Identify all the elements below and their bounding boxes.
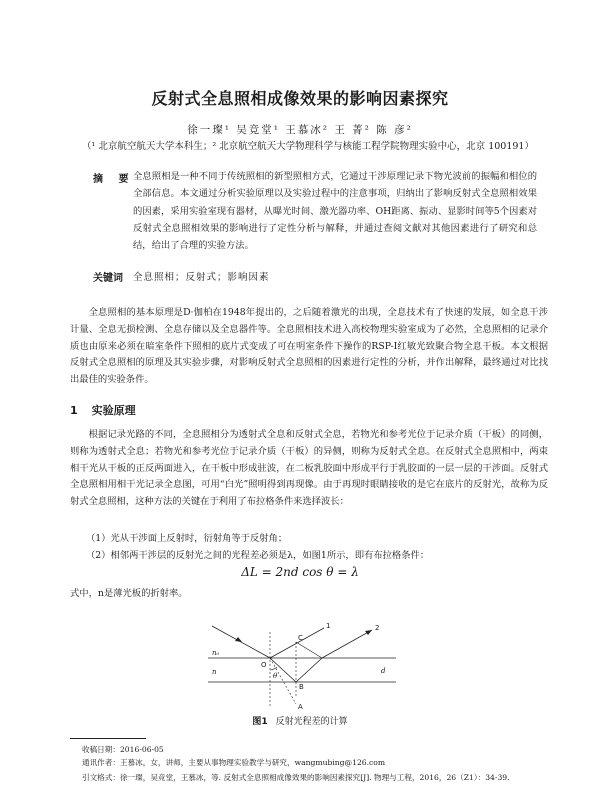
keywords-text: 全息照相；反射式；影响因素 bbox=[133, 272, 270, 283]
figure-caption-text: 反射光程差的计算 bbox=[275, 717, 348, 727]
affiliation: （¹ 北京航空航天大学本科生；² 北京航空航天大学物理科学与核能工程学院物理实验中心，北京 100191） bbox=[82, 141, 534, 152]
section-title: 实验原理 bbox=[91, 404, 136, 417]
footnote-rule bbox=[70, 738, 146, 739]
formula-note: 式中，n是薄光板的折射率。 bbox=[70, 588, 188, 599]
bragg-condition-2: （2）相邻两干涉层的反射光之间的光程差必须是λ，如图1所示，即有布拉格条件： bbox=[86, 550, 430, 561]
principle-paragraph: 根据记录光路的不同，全息照相分为透射式全息和反射式全息，若物光和参考光位于记录介质（干板）的同侧，则称为透射式全息；若物光和参考光位于记录介质（干板）的异侧，则称为反射式全息。在反射式全息照相中，两束相干光从干板的正反两面进入，在干板中形成驻波，在二板乳胶面中形成平行于乳胶面的一层一层的干涉面。反射式全息照相用相干光记录全息图，可用“白光”照明得到再现像。由于再现时眼睛接收的是它在底片的反射光，故称为反射式全息照相，这种方法的关键在于利用了布拉格条件来选择波长： bbox=[70, 429, 548, 508]
bragg-formula: ΔL = 2nd cos θ = λ bbox=[241, 565, 359, 579]
label-theta: θ bbox=[273, 672, 278, 680]
figure-caption bbox=[0, 714, 600, 727]
section-number: 1 bbox=[70, 404, 78, 417]
abstract-text: 全息照相是一种不同于传统照相的新型照相方式，它通过干涉原理记录下物光波前的振幅和相位的全部信息。本文通过分析实验原理以及实验过程中的注意事项，归纳出了影响反射式全息照相效果的因素，采用实验室现有器材，从曝光时间、激光器功率、OH距离、振动、显影时间等5个因素对反射式全息照相效果的影响进行了定性分析与解释，并通过查阅文献对其他因素进行了研究和总结，给出了合理的实验方法。 bbox=[133, 171, 537, 252]
label-ray-2: 2 bbox=[375, 624, 380, 632]
label-a: A bbox=[298, 703, 303, 711]
section-heading bbox=[70, 402, 136, 418]
label-o: O bbox=[261, 661, 267, 669]
label-b: B bbox=[299, 683, 304, 691]
paper-title: 反射式全息照相成像效果的影响因素探究 bbox=[151, 89, 449, 108]
label-c: C bbox=[298, 634, 303, 642]
author-list: 徐一璨¹ 吴竞堂¹ 王慕冰² 王 菁² 陈 彦² bbox=[187, 124, 413, 136]
label-d: d bbox=[381, 667, 386, 675]
figure-1-diagram bbox=[200, 612, 400, 712]
label-ray-1: 1 bbox=[326, 622, 331, 630]
reflected-ray-2 bbox=[322, 630, 372, 658]
footnote-author-info: 通讯作者：王慕冰，女，讲师，主要从事物理实验教学与研究，wangmubing@126.com bbox=[82, 758, 386, 767]
intro-paragraph: 全息照相的基本原理是D·伽柏在1948年提出的，之后随着激光的出现，全息技术有了快速的发展，如全息干涉计量、全息无损检测、全息存储以及全息器件等。全息照相技术进入高校物理实验室成为了必然，全息照相的记录介质也由原来必须在暗室条件下照相的底片式变成了可在明室条件下操作的RSP-I红敏光致聚合物全息干板。本文根据反射式全息照相的原理及其实验步骤，对影响反射式全息照相的因素进行定性的分析，并作出解释，最终通过对比找出最佳的实验条件。 bbox=[70, 307, 548, 386]
label-n0: n₀ bbox=[212, 649, 220, 657]
keywords-label: 关键词 bbox=[93, 273, 123, 284]
ray-2-arrow bbox=[365, 630, 372, 635]
image-line-a bbox=[270, 658, 296, 704]
bragg-condition-1: （1）光从干涉面上反射时，衍射角等于反射角； bbox=[86, 533, 288, 544]
internal-reflected-ray bbox=[296, 658, 322, 682]
abstract-label: 摘 要 bbox=[93, 174, 135, 185]
footnote-citation: 引文格式：徐一璨，吴竞堂，王慕冰，等. 反射式全息照相成像效果的影响因素探究[J]. 物理与工程，2016，26（Z1）：34-39. bbox=[82, 773, 510, 782]
perpendicular-c bbox=[296, 642, 322, 658]
figure-caption-label: 图1 bbox=[252, 717, 268, 727]
reflected-ray-1 bbox=[270, 628, 324, 658]
label-n: n bbox=[212, 668, 217, 676]
incident-ray bbox=[212, 626, 270, 658]
footnote-received: 收稿日期：2016-06-05 bbox=[82, 745, 164, 754]
